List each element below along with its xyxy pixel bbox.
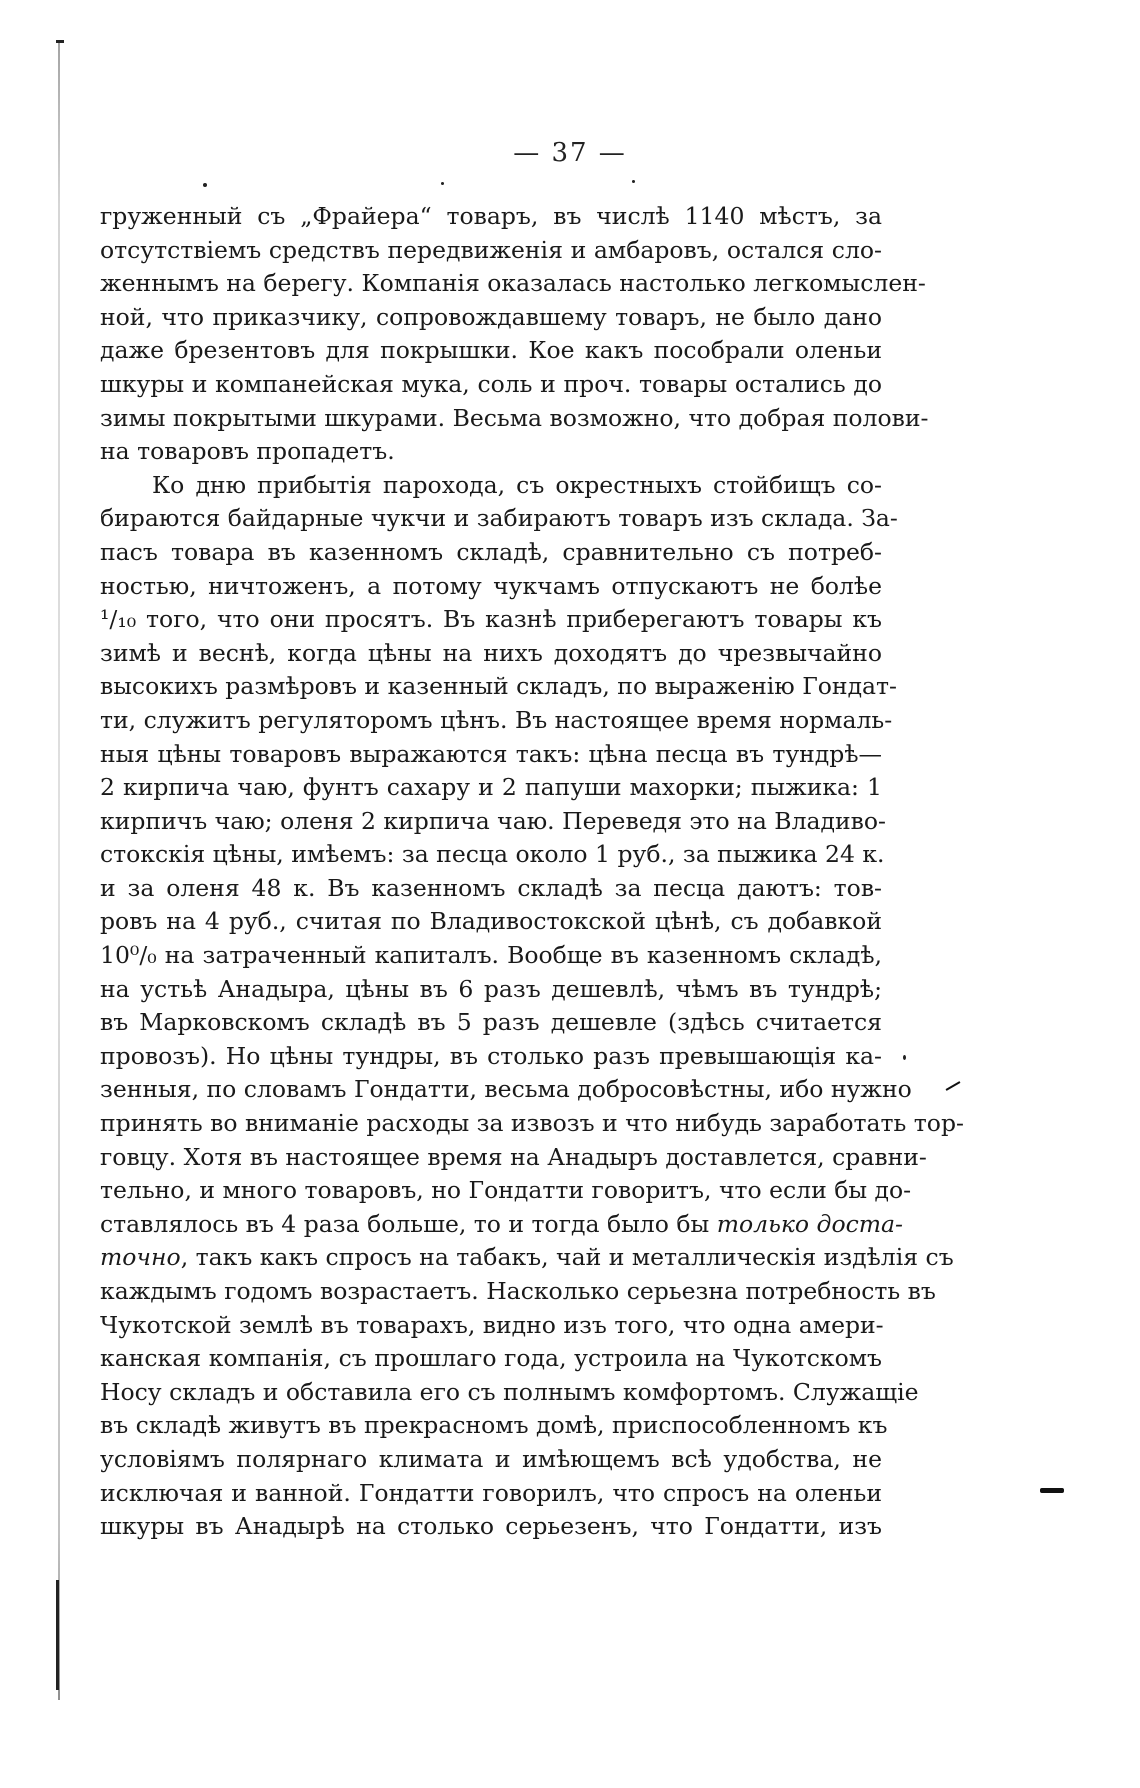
text-line (100, 1208, 903, 1242)
text-line: кирпичъ чаю; оленя 2 кирпича чаю. Переведя это на Владиво- (100, 806, 886, 835)
text-line: пасъ товара въ казенномъ складѣ, сравнительно съ потреб- (100, 537, 882, 566)
text-line: въ складѣ живутъ въ прекрасномъ домѣ, приспособленномъ къ (100, 1411, 888, 1440)
page-left-edge (58, 40, 60, 1700)
text-line: бираются байдарные чукчи и забираютъ товаръ изъ склада. За- (100, 504, 898, 533)
page-bottom-corner-mark (56, 1580, 59, 1690)
paragraph-2 (100, 469, 964, 1578)
text-line: провозъ). Но цѣны тундры, въ столько разъ превышающія ка- (100, 1041, 882, 1070)
text-line-part: , такъ какъ спросъ на табакъ, чай и металлическія издѣлія съ (180, 1243, 954, 1272)
scan-speck (203, 183, 207, 187)
text-line: шкуры и компанейская мука, соль и проч. товары остались до (100, 369, 882, 398)
text-line: условіямъ полярнаго климата и имѣющемъ всѣ удобства, не (100, 1444, 882, 1473)
text-line: даже брезентовъ для покрышки. Кое какъ пособрали оленьи (100, 336, 882, 365)
text-line-part: ставлялось въ 4 раза больше, то и тогда было бы (100, 1209, 710, 1238)
margin-mark (1040, 1488, 1064, 1493)
text-line (100, 1241, 954, 1275)
text-line: зенныя, по словамъ Гондатти, весьма добросовѣстны, ибо нужно (100, 1075, 912, 1104)
paragraph-1 (100, 200, 929, 469)
text-line: зимѣ и веснѣ, когда цѣны на нихъ доходятъ до чрезвычайно (100, 638, 882, 667)
page-top-corner-mark (56, 40, 64, 43)
text-line: ровъ на 4 руб., считая по Владивостокской цѣнѣ, съ добавкой (100, 907, 882, 936)
text-line: канская компанія, съ прошлаго года, устроила на Чукотскомъ (100, 1344, 882, 1373)
text-line: 2 кирпича чаю, фунтъ сахару и 2 папуши махорки; пыжика: 1 (100, 773, 882, 802)
text-line: тельно, и много товаровъ, но Гондатти говоритъ, что если бы до- (100, 1176, 912, 1205)
scan-speck (632, 180, 635, 183)
text-line: принять во вниманіе расходы за извозъ и что нибудь заработать тор- (100, 1109, 964, 1138)
text-line: Носу складъ и обставила его съ полнымъ комфортомъ. Служащіе (100, 1377, 919, 1406)
scan-speck (903, 1055, 906, 1060)
text-line: шкуры въ Анадырѣ на столько серьезенъ, что Гондатти, изъ (100, 1512, 882, 1541)
text-line: высокихъ размѣровъ и казенный складъ, по выраженію Гондат- (100, 672, 897, 701)
text-line: говцу. Хотя въ настоящее время на Анадыръ доставлется, сравни- (100, 1142, 927, 1171)
text-line: женнымъ на берегу. Компанія оказалась настолько легкомыслен- (100, 269, 926, 298)
text-line: стокскія цѣны, имѣемъ: за песца около 1 руб., за пыжика 24 к. (100, 840, 885, 869)
text-line: каждымъ годомъ возрастаетъ. Насколько серьезна потребность въ (100, 1277, 936, 1305)
italic-emphasis: точно (100, 1243, 181, 1272)
scan-speck (441, 182, 444, 185)
text-line: ныя цѣны товаровъ выражаются такъ: цѣна песца въ тундрѣ— (100, 739, 882, 768)
margin-mark (946, 1081, 961, 1091)
text-line: на товаровъ пропадетъ. (100, 437, 395, 466)
text-line (100, 1544, 882, 1578)
italic-emphasis: только доста- (716, 1209, 903, 1238)
text-line: на устьѣ Анадыра, цѣны въ 6 разъ дешевлѣ, чѣмъ въ тундрѣ; (100, 974, 882, 1003)
text-line: груженный съ „Фрайера“ товаръ, въ числѣ 1140 мѣстъ, за (100, 202, 882, 230)
text-line: ной, что приказчику, сопровождавшему товаръ, не было дано (100, 302, 882, 331)
text-line: ностью, ничтоженъ, а потому чукчамъ отпускаютъ не болѣе (100, 571, 882, 600)
text-line: исключая и ванной. Гондатти говорилъ, что спросъ на оленьи (100, 1478, 882, 1507)
text-line: и за оленя 48 к. Въ казенномъ складѣ за песца даютъ: тов- (100, 873, 882, 902)
text-line: зимы покрытыми шкурами. Весьма возможно, что добрая полови- (100, 403, 929, 432)
text-line: Ко дню прибытія парохода, съ окрестныхъ стойбищъ со- (152, 470, 882, 499)
text-line: отсутствіемъ средствъ передвиженія и амбаровъ, остался сло- (100, 235, 882, 264)
text-line: 10⁰/₀ на затраченный капиталъ. Вообще въ казенномъ складѣ, (100, 941, 882, 970)
page-number: — 37 — (513, 138, 627, 168)
text-line: Чукотской землѣ въ товарахъ, видно изъ того, что одна амери- (100, 1310, 884, 1339)
text-line: ¹/₁₀ того, что они просятъ. Въ казнѣ прибeрегаютъ товары къ (100, 605, 882, 634)
body-text (100, 200, 964, 1577)
text-line: ти, служитъ регуляторомъ цѣнъ. Въ настоящее время нормаль- (100, 705, 893, 734)
text-line: въ Марковскомъ складѣ въ 5 разъ дешевле (здѣсь считается (100, 1008, 882, 1037)
